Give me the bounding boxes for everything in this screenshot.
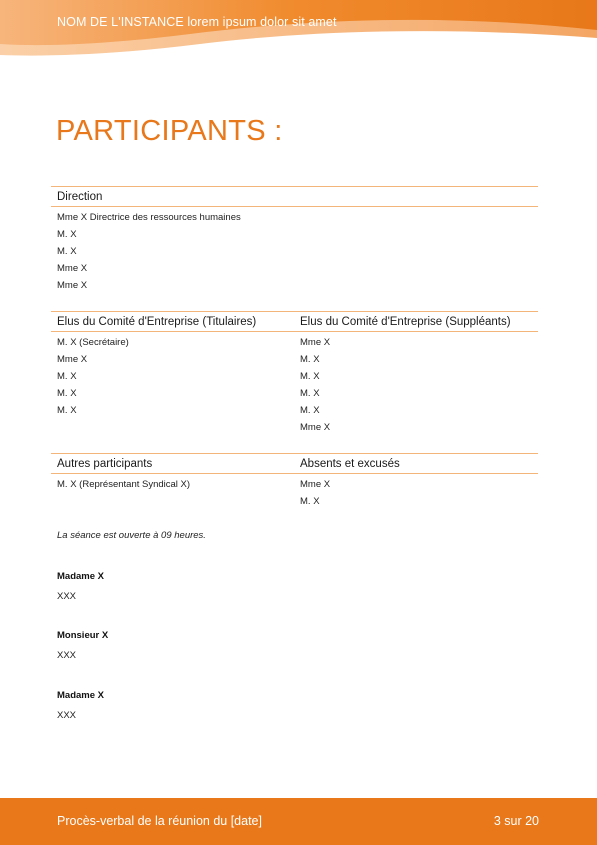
list-item: Mme X (57, 263, 88, 274)
titulaires-heading: Elus du Comité d'Entreprise (Titulaires) (57, 315, 257, 328)
footer-title: Procès-verbal de la réunion du [date] (57, 814, 262, 828)
direction-heading: Direction (57, 190, 103, 203)
list-item: M. X (57, 246, 77, 257)
list-item: M. X (300, 496, 320, 507)
direction-list (51, 209, 538, 294)
elus-section (51, 311, 538, 436)
speaker-text: XXX (57, 591, 77, 602)
list-item: Mme X (300, 337, 331, 348)
list-item: M. X (Secrétaire) (57, 337, 129, 348)
speaker-text: XXX (57, 710, 77, 721)
page-title: PARTICIPANTS : (56, 115, 283, 147)
list-item: M. X (300, 405, 320, 416)
list-item: M. X (300, 354, 320, 365)
autres-section (51, 453, 538, 510)
absents-heading: Absents et excusés (300, 457, 400, 470)
list-item: M. X (Représentant Syndical X) (57, 479, 191, 490)
direction-header (51, 186, 538, 207)
list-item: M. X (300, 371, 320, 382)
list-item: Mme X (300, 479, 331, 490)
speaker-text: XXX (57, 650, 77, 661)
list-item: M. X (57, 388, 77, 399)
page-number: 3 sur 20 (493, 814, 539, 828)
instance-name: NOM DE L'INSTANCE lorem ipsum dolor sit amet (57, 15, 337, 29)
titulaires-list (51, 334, 294, 436)
speaker-name: Madame X (57, 571, 104, 582)
speaker-name: Monsieur X (57, 630, 109, 641)
autres-heading: Autres participants (57, 457, 153, 470)
speaker-name: Madame X (57, 690, 104, 701)
direction-section (51, 186, 538, 294)
page-footer (0, 798, 597, 845)
autres-header (51, 453, 538, 474)
list-item: Mme X (300, 422, 331, 433)
list-item: Mme X (57, 354, 88, 365)
list-item: M. X (57, 371, 77, 382)
header-wave-graphic (0, 0, 597, 62)
list-item: M. X (57, 405, 77, 416)
list-item: M. X (57, 229, 77, 240)
list-item: Mme X Directrice des ressources humaines (57, 212, 241, 223)
header-band (0, 0, 597, 62)
session-opening-note: La séance est ouverte à 09 heures. (57, 530, 206, 541)
elus-header (51, 311, 538, 332)
suppleants-heading: Elus du Comité d'Entreprise (Suppléants) (300, 315, 511, 328)
absents-list (294, 476, 538, 510)
list-item: Mme X (57, 280, 88, 291)
suppleants-list (294, 334, 538, 436)
list-item: M. X (300, 388, 320, 399)
autres-list (51, 476, 294, 510)
